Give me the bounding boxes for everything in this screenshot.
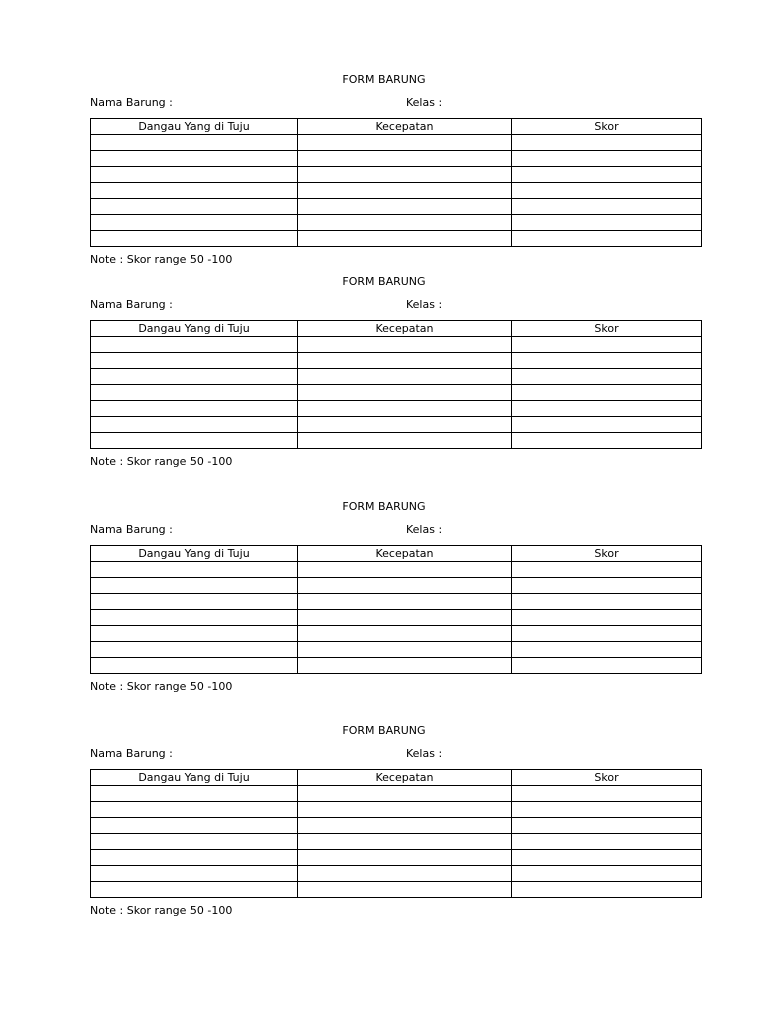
- cell-skor[interactable]: [512, 578, 702, 594]
- kelas-label: Kelas :: [406, 523, 443, 536]
- nama-barung-label: Nama Barung :: [90, 96, 173, 109]
- cell-kecepatan[interactable]: [298, 417, 512, 433]
- nama-barung-label: Nama Barung :: [90, 523, 173, 536]
- table-row: [91, 626, 702, 642]
- cell-skor[interactable]: [512, 215, 702, 231]
- table-row: [91, 642, 702, 658]
- table-row: [91, 562, 702, 578]
- cell-dangau[interactable]: [91, 882, 298, 898]
- score-table: [90, 545, 702, 674]
- cell-kecepatan[interactable]: [298, 369, 512, 385]
- cell-kecepatan[interactable]: [298, 610, 512, 626]
- cell-skor[interactable]: [512, 231, 702, 247]
- cell-skor[interactable]: [512, 786, 702, 802]
- cell-dangau[interactable]: [91, 199, 298, 215]
- table-row: [91, 578, 702, 594]
- table-row: [91, 610, 702, 626]
- cell-kecepatan[interactable]: [298, 834, 512, 850]
- score-note: Note : Skor range 50 -100: [90, 904, 233, 917]
- cell-kecepatan[interactable]: [298, 337, 512, 353]
- table-header-row: [91, 546, 702, 562]
- score-table: [90, 118, 702, 247]
- cell-kecepatan[interactable]: [298, 433, 512, 449]
- table-row: [91, 802, 702, 818]
- cell-dangau[interactable]: [91, 183, 298, 199]
- cell-dangau[interactable]: [91, 802, 298, 818]
- cell-skor[interactable]: [512, 417, 702, 433]
- cell-skor[interactable]: [512, 337, 702, 353]
- score-note: Note : Skor range 50 -100: [90, 455, 233, 468]
- cell-dangau[interactable]: [91, 642, 298, 658]
- table-row: [91, 786, 702, 802]
- column-header-skor: Skor: [512, 546, 702, 562]
- cell-skor[interactable]: [512, 626, 702, 642]
- table-header-row: [91, 119, 702, 135]
- cell-skor[interactable]: [512, 385, 702, 401]
- column-header-kecepatan: Kecepatan: [298, 119, 512, 135]
- table-header-row: [91, 770, 702, 786]
- cell-kecepatan[interactable]: [298, 401, 512, 417]
- table-row: [91, 183, 702, 199]
- cell-dangau[interactable]: [91, 337, 298, 353]
- cell-skor[interactable]: [512, 866, 702, 882]
- table-row: [91, 353, 702, 369]
- table-row: [91, 369, 702, 385]
- column-header-dangau: Dangau Yang di Tuju: [91, 770, 298, 786]
- column-header-skor: Skor: [512, 119, 702, 135]
- table-row: [91, 658, 702, 674]
- cell-kecepatan[interactable]: [298, 850, 512, 866]
- cell-skor[interactable]: [512, 834, 702, 850]
- score-note: Note : Skor range 50 -100: [90, 680, 233, 693]
- table-row: [91, 594, 702, 610]
- cell-skor[interactable]: [512, 850, 702, 866]
- cell-dangau[interactable]: [91, 786, 298, 802]
- table-row: [91, 167, 702, 183]
- cell-skor[interactable]: [512, 818, 702, 834]
- cell-dangau[interactable]: [91, 215, 298, 231]
- form-title: FORM BARUNG: [342, 724, 426, 737]
- cell-kecepatan[interactable]: [298, 385, 512, 401]
- table-row: [91, 417, 702, 433]
- cell-kecepatan[interactable]: [298, 231, 512, 247]
- cell-kecepatan[interactable]: [298, 786, 512, 802]
- kelas-label: Kelas :: [406, 747, 443, 760]
- cell-dangau[interactable]: [91, 401, 298, 417]
- table-row: [91, 199, 702, 215]
- table-row: [91, 215, 702, 231]
- cell-kecepatan[interactable]: [298, 658, 512, 674]
- cell-dangau[interactable]: [91, 353, 298, 369]
- cell-skor[interactable]: [512, 882, 702, 898]
- form-title: FORM BARUNG: [342, 73, 426, 86]
- score-table: [90, 320, 702, 449]
- column-header-skor: Skor: [512, 321, 702, 337]
- cell-dangau[interactable]: [91, 151, 298, 167]
- table-row: [91, 385, 702, 401]
- cell-kecepatan[interactable]: [298, 215, 512, 231]
- cell-kecepatan[interactable]: [298, 353, 512, 369]
- cell-skor[interactable]: [512, 199, 702, 215]
- cell-dangau[interactable]: [91, 578, 298, 594]
- form-title: FORM BARUNG: [342, 500, 426, 513]
- cell-kecepatan[interactable]: [298, 199, 512, 215]
- cell-kecepatan[interactable]: [298, 562, 512, 578]
- cell-skor[interactable]: [512, 135, 702, 151]
- cell-dangau[interactable]: [91, 369, 298, 385]
- kelas-label: Kelas :: [406, 298, 443, 311]
- table-row: [91, 818, 702, 834]
- cell-kecepatan[interactable]: [298, 578, 512, 594]
- column-header-kecepatan: Kecepatan: [298, 321, 512, 337]
- cell-skor[interactable]: [512, 401, 702, 417]
- cell-dangau[interactable]: [91, 167, 298, 183]
- cell-dangau[interactable]: [91, 866, 298, 882]
- cell-skor[interactable]: [512, 610, 702, 626]
- table-header-row: [91, 321, 702, 337]
- cell-skor[interactable]: [512, 562, 702, 578]
- cell-dangau[interactable]: [91, 562, 298, 578]
- cell-kecepatan[interactable]: [298, 151, 512, 167]
- column-header-kecepatan: Kecepatan: [298, 770, 512, 786]
- table-row: [91, 401, 702, 417]
- cell-kecepatan[interactable]: [298, 818, 512, 834]
- cell-dangau[interactable]: [91, 834, 298, 850]
- cell-kecepatan[interactable]: [298, 626, 512, 642]
- column-header-dangau: Dangau Yang di Tuju: [91, 546, 298, 562]
- cell-kecepatan[interactable]: [298, 642, 512, 658]
- form-title: FORM BARUNG: [342, 275, 426, 288]
- table-row: [91, 135, 702, 151]
- cell-skor[interactable]: [512, 433, 702, 449]
- table-row: [91, 882, 702, 898]
- cell-dangau[interactable]: [91, 594, 298, 610]
- cell-skor[interactable]: [512, 353, 702, 369]
- table-row: [91, 834, 702, 850]
- cell-kecepatan[interactable]: [298, 167, 512, 183]
- cell-dangau[interactable]: [91, 417, 298, 433]
- cell-kecepatan[interactable]: [298, 135, 512, 151]
- kelas-label: Kelas :: [406, 96, 443, 109]
- cell-dangau[interactable]: [91, 626, 298, 642]
- table-row: [91, 866, 702, 882]
- cell-kecepatan[interactable]: [298, 802, 512, 818]
- column-header-skor: Skor: [512, 770, 702, 786]
- cell-dangau[interactable]: [91, 135, 298, 151]
- cell-skor[interactable]: [512, 802, 702, 818]
- table-row: [91, 231, 702, 247]
- nama-barung-label: Nama Barung :: [90, 747, 173, 760]
- cell-dangau[interactable]: [91, 610, 298, 626]
- table-row: [91, 151, 702, 167]
- cell-skor[interactable]: [512, 167, 702, 183]
- table-row: [91, 337, 702, 353]
- cell-dangau[interactable]: [91, 658, 298, 674]
- cell-skor[interactable]: [512, 642, 702, 658]
- cell-dangau[interactable]: [91, 818, 298, 834]
- cell-dangau[interactable]: [91, 231, 298, 247]
- cell-skor[interactable]: [512, 594, 702, 610]
- cell-kecepatan[interactable]: [298, 183, 512, 199]
- nama-barung-label: Nama Barung :: [90, 298, 173, 311]
- column-header-dangau: Dangau Yang di Tuju: [91, 321, 298, 337]
- column-header-kecepatan: Kecepatan: [298, 546, 512, 562]
- table-row: [91, 433, 702, 449]
- cell-kecepatan[interactable]: [298, 866, 512, 882]
- cell-kecepatan[interactable]: [298, 594, 512, 610]
- column-header-dangau: Dangau Yang di Tuju: [91, 119, 298, 135]
- cell-dangau[interactable]: [91, 850, 298, 866]
- cell-skor[interactable]: [512, 183, 702, 199]
- cell-dangau[interactable]: [91, 433, 298, 449]
- score-table: [90, 769, 702, 898]
- cell-skor[interactable]: [512, 369, 702, 385]
- table-row: [91, 850, 702, 866]
- cell-skor[interactable]: [512, 658, 702, 674]
- cell-skor[interactable]: [512, 151, 702, 167]
- cell-dangau[interactable]: [91, 385, 298, 401]
- cell-kecepatan[interactable]: [298, 882, 512, 898]
- score-note: Note : Skor range 50 -100: [90, 253, 233, 266]
